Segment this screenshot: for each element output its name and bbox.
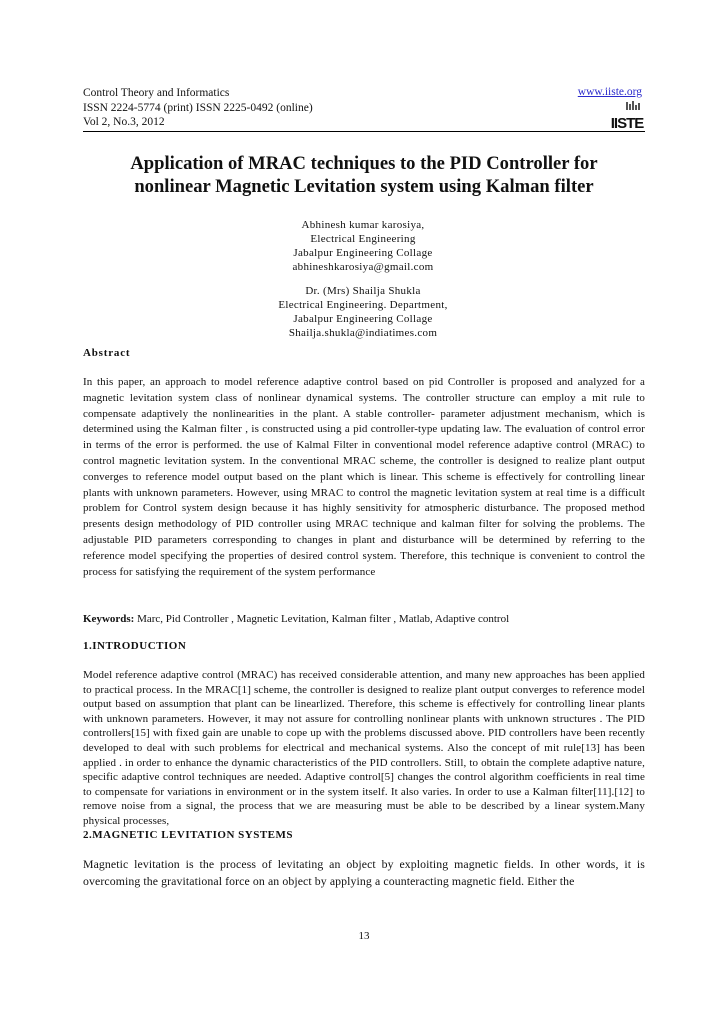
journal-header bbox=[83, 86, 313, 130]
section-2-text: Magnetic levitation is the process of levitating an object by exploiting magnetic fields. In other words, it is overcoming the gravitational force on an object by applying a counteracting magnetic field. Either the bbox=[83, 857, 645, 888]
author-1-institution: Jabalpur Engineering Collage bbox=[293, 247, 433, 259]
author-1-dept: Electrical Engineering bbox=[310, 233, 416, 245]
title-line-2: nonlinear Magnetic Levitation system using Kalman filter bbox=[134, 176, 594, 197]
journal-website-link[interactable]: www.iiste.org bbox=[577, 86, 642, 98]
abstract-text: In this paper, an approach to model reference adaptive control based on pid Controller is proposed and analyzed for a magnetic levitation system class of nonlinear dynamical systems. The controller structure can employ a mit rule to compensate adaptively the nonlinearities in the plant. A stable controller- parameter adjustment mechanism, which is determined using the Kalman filter , is constructed using a pid controller-type updating law. The evaluation of control error in terms of the error is performed. the use of Kalmal Filter in conventional model reference adaptive control (MRAC) to control magnetic levitation system. In the conventional MRAC scheme, the controller is designed to realize plant output converges to reference model output based on the plant which is linear. This scheme is effectively for controlling linear plants with unknown parameters. However, using MRAC to control the magnetic levitation system at real time is a difficult problem for Control system design because it has highly sensitivity for atmospheric disturbance. The proposed method presents design methodology of PID controller using MRAC technique and kalman filter for solving the problems. The adjustable PID parameters corresponding to changes in plant and disturbance will be determined by referring to the reference model specifying the properties of desired control system. Therefore, this technique is convenient to control the process for satisfying the requirement of the system performance bbox=[83, 376, 645, 578]
keywords-label: Keywords: bbox=[83, 613, 135, 625]
section-1-heading: 1.INTRODUCTION bbox=[83, 640, 187, 652]
abstract-heading: Abstract bbox=[83, 347, 131, 359]
author-2-name: Dr. (Mrs) Shailja Shukla bbox=[305, 285, 421, 297]
paper-title bbox=[83, 152, 645, 198]
author-2-email: Shailja.shukla@indiatimes.com bbox=[288, 327, 438, 339]
keywords-line bbox=[83, 613, 645, 625]
author-1-name: Abhinesh kumar karosiya, bbox=[301, 219, 425, 231]
author-2-institution: Jabalpur Engineering Collage bbox=[293, 313, 433, 325]
header-divider bbox=[83, 131, 645, 132]
author-1-email: abhineshkarosiya@gmail.com bbox=[292, 261, 434, 273]
author-block bbox=[200, 218, 526, 340]
svg-text:IISTE: IISTE bbox=[610, 115, 644, 131]
issn-line: ISSN 2224-5774 (print) ISSN 2225-0492 (online) bbox=[83, 101, 313, 114]
section-1-text: Model reference adaptive control (MRAC) has received considerable attention, and many new approaches has been applied to practical process. In the MRAC[1] scheme, the controller is designed to realize plant output converges to reference model output based on assumption that plant can be linearlized. Therefore, this scheme is effectively for controlling linear plants with unknown parameters. However, it may not assure for controlling nonlinear plants with unknown structures . The PID controllers[15] with fixed gain are unable to cope up with the problems discussed above. PID controllers have been recently developed to deal with such problems for electrical and mechanical systems. Also the concept of mit rule[13] has been applied . in order to enhance the dynamic characteristics of the PID controllers. Still, to obtain the complete adaptive nature, specific adaptive control techniques are needed. Adaptive control[5] changes the control algorithm coefficients in real time to compensate for variations in environment or in the system itself. It also varies. In order to use a Kalman filter[11].[12] to remove noise from a signal, the process that we are measuring must be able to be described by a linear system.Many physical processes, bbox=[83, 669, 645, 827]
page-number: 13 bbox=[358, 930, 370, 942]
keywords-text: Marc, Pid Controller , Magnetic Levitation, Kalman filter , Matlab, Adaptive control bbox=[137, 613, 510, 625]
section-2-heading: 2.MAGNETIC LEVITATION SYSTEMS bbox=[83, 829, 293, 841]
iiste-logo bbox=[610, 101, 644, 131]
journal-name: Control Theory and Informatics bbox=[83, 87, 230, 99]
author-2-dept: Electrical Engineering. Department, bbox=[278, 299, 448, 311]
title-line-1: Application of MRAC techniques to the PID Controller for bbox=[130, 153, 598, 174]
volume-line: Vol 2, No.3, 2012 bbox=[83, 116, 165, 128]
